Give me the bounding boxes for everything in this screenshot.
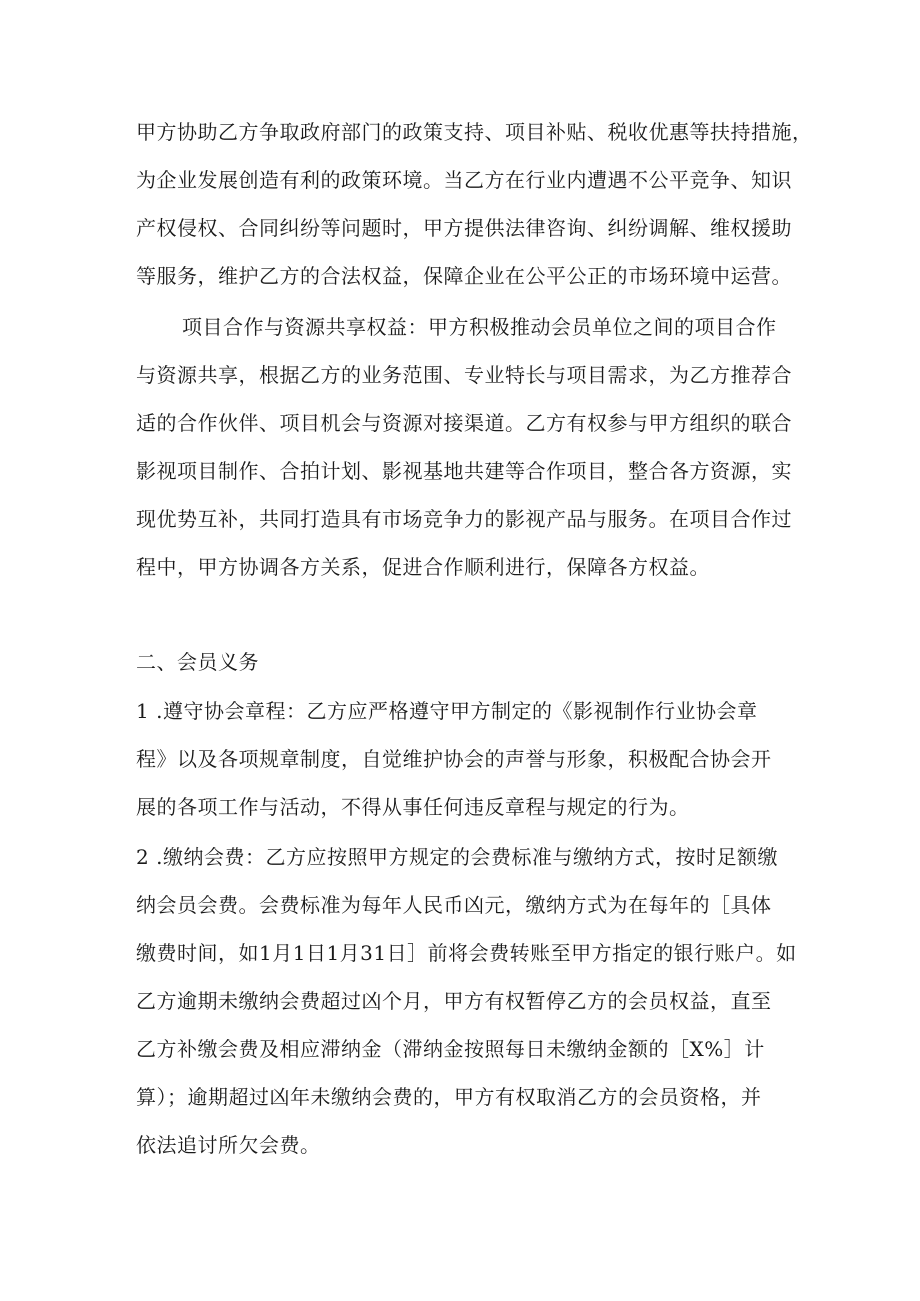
text-line: 算）；逾期超过凶年未缴纳会费的，甲方有权取消乙方的会员资格，并 bbox=[136, 1085, 762, 1109]
text-line: 产权侵权、合同纠纷等问题时，甲方提供法律咨询、纠纷调解、维权援助 bbox=[136, 216, 792, 240]
text-line: 2 .缴纳会费：乙方应按照甲方规定的会费标准与缴纳方式，按时足额缴 bbox=[136, 845, 778, 869]
text-line: 为企业发展创造有利的政策环境。当乙方在行业内遭遇不公平竞争、知识 bbox=[136, 168, 792, 192]
text-line: 纳会员会费。会费标准为每年人民币凶元，缴纳方式为在每年的［具体 bbox=[136, 893, 772, 917]
text-line: 甲方协助乙方争取政府部门的政策支持、项目补贴、税收优惠等扶持措施， bbox=[136, 120, 813, 144]
text-line: 与资源共享，根据乙方的业务范围、专业特长与项目需求，为乙方推荐合 bbox=[136, 363, 792, 387]
text-line: 依法追讨所欠会费。 bbox=[136, 1133, 321, 1157]
text-line: 程》以及各项规章制度，自觉维护协会的声誉与形象，积极配合协会开 bbox=[136, 747, 772, 771]
text-line: 等服务，维护乙方的合法权益，保障企业在公平公正的市场环境中运营。 bbox=[136, 264, 792, 288]
text-line: 乙方逾期未缴纳会费超过凶个月，甲方有权暂停乙方的会员权益，直至 bbox=[136, 989, 772, 1013]
text-line: 项目合作与资源共享权益：甲方积极推动会员单位之间的项目合作 bbox=[182, 315, 777, 339]
text-line: 1 .遵守协会章程：乙方应严格遵守甲方制定的《影视制作行业协会章 bbox=[136, 699, 758, 723]
text-line: 程中，甲方协调各方关系，促进合作顺利进行，保障各方权益。 bbox=[136, 555, 710, 579]
text-line: 现优势互补，共同打造具有市场竞争力的影视产品与服务。在项目合作过 bbox=[136, 507, 792, 531]
text-line: 展的各项工作与活动，不得从事任何违反章程与规定的行为。 bbox=[136, 795, 690, 819]
text-line: 缴费时间，如1月1日1月31日］前将会费转账至甲方指定的银行账户。如 bbox=[136, 941, 797, 965]
section-heading: 二、会员义务 bbox=[136, 650, 259, 674]
text-line: 乙方补缴会费及相应滞纳金（滞纳金按照每日未缴纳金额的［X%］计 bbox=[136, 1037, 765, 1061]
text-line: 影视项目制作、合拍计划、影视基地共建等合作项目，整合各方资源，实 bbox=[136, 459, 792, 483]
text-line: 适的合作伙伴、项目机会与资源对接渠道。乙方有权参与甲方组织的联合 bbox=[136, 411, 792, 435]
